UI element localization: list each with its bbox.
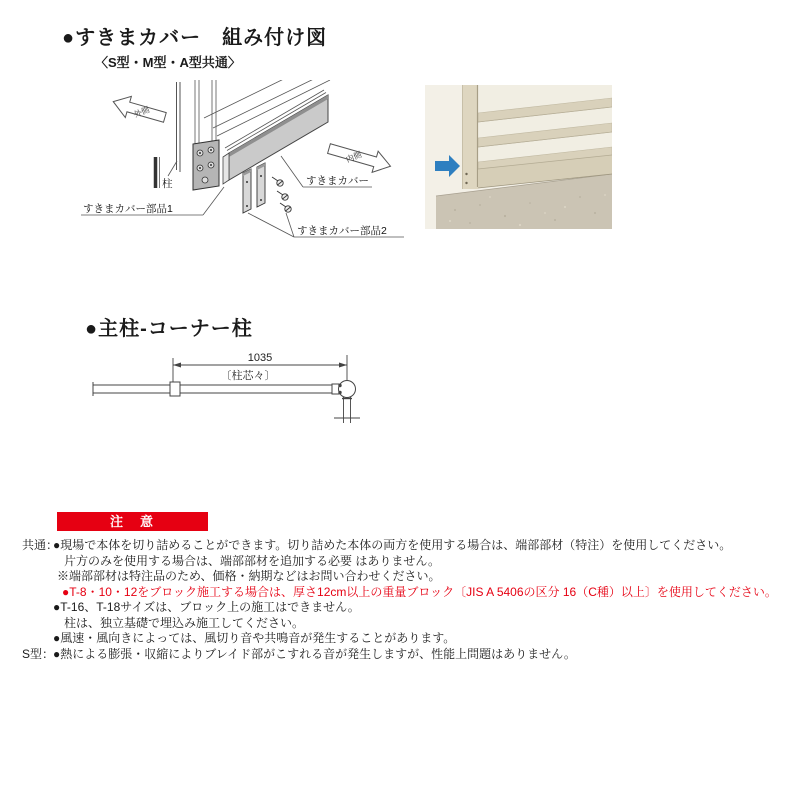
caution-line [0, 616, 800, 632]
inside-direction-arrow [326, 138, 394, 177]
caution-line-text: ●T-16、T-18サイズは、ブロック上の施工はできません。 [53, 600, 360, 614]
caution-line-label: 共通： [22, 538, 59, 552]
outside-arrow-label: 外側 [132, 105, 151, 120]
caution-line-text: ●T-8・10・12をブロック施工する場合は、厚さ12cm以上の重量ブロック〔JIS A 5406の区分 16（C種）以上〕を使用してください。 [62, 584, 777, 599]
caution-line-text: 柱は、独立基礎で埋込み施工してください。 [64, 615, 305, 630]
cover-part2-plates [243, 163, 265, 213]
dimension-note: 〔柱芯々〕 [220, 370, 276, 382]
post-label: 柱 [162, 178, 173, 190]
fence-end-post [462, 85, 478, 189]
caution-lines [0, 538, 800, 662]
mid-post-marker [170, 382, 180, 396]
caution-banner: 注 意 [57, 512, 208, 531]
part2-label: すきまカバー部品2 [297, 225, 387, 237]
assembly-subtitle: 〈S型・M型・A型共通〉 [95, 55, 241, 70]
post-section-title: ●主柱-コーナー柱 [85, 318, 253, 340]
caution-line-text: ●熱による膨張・収縮によりブレイド部がこすれる音が発生しますが、性能上問題はありません。 [53, 646, 576, 661]
corner-post [332, 381, 360, 424]
assembly-title: ●すきまカバー 組み付け図 [62, 27, 328, 49]
caution-line-text: ●現場で本体を切り詰めることができます。切り詰めた本体の両方を使用する場合は、端部部材（特注）を使用してください。 [53, 538, 732, 552]
caution-line-text: ※端部部材は特注品のため、価格・納期などはお問い合わせください。 [57, 569, 441, 583]
dimension-drawing [83, 350, 373, 430]
caution-line [0, 585, 800, 601]
screw-icons [272, 177, 291, 212]
gap-cover-band [223, 90, 328, 184]
caution-line [0, 569, 800, 585]
caution-line [0, 600, 800, 616]
caution-line-label: S型： [22, 646, 55, 661]
cover-part1-hinge [193, 140, 219, 190]
caution-line [0, 631, 800, 647]
dimension-value: 1035 [247, 352, 273, 364]
assembly-diagram [72, 80, 422, 255]
caution-line-text: ●風速・風向きによっては、風切り音や共鳴音が発生することがあります。 [53, 631, 456, 645]
part1-label: すきまカバー部品1 [83, 203, 173, 215]
rail-lines [93, 382, 333, 396]
cover-label: すきまカバー [306, 175, 369, 187]
dim-arrow-left [173, 363, 181, 368]
caution-line-text: 片方のみを使用する場合は、端部部材を追加する必要 はありません。 [64, 553, 441, 568]
caution-line [0, 647, 800, 663]
post-lines [156, 82, 181, 188]
caution-line [0, 538, 800, 554]
caution-line [0, 554, 800, 570]
outside-direction-arrow [110, 92, 168, 128]
dim-arrow-right [339, 363, 347, 368]
inside-arrow-label: 内側 [344, 149, 363, 165]
fence-photo [425, 85, 612, 229]
